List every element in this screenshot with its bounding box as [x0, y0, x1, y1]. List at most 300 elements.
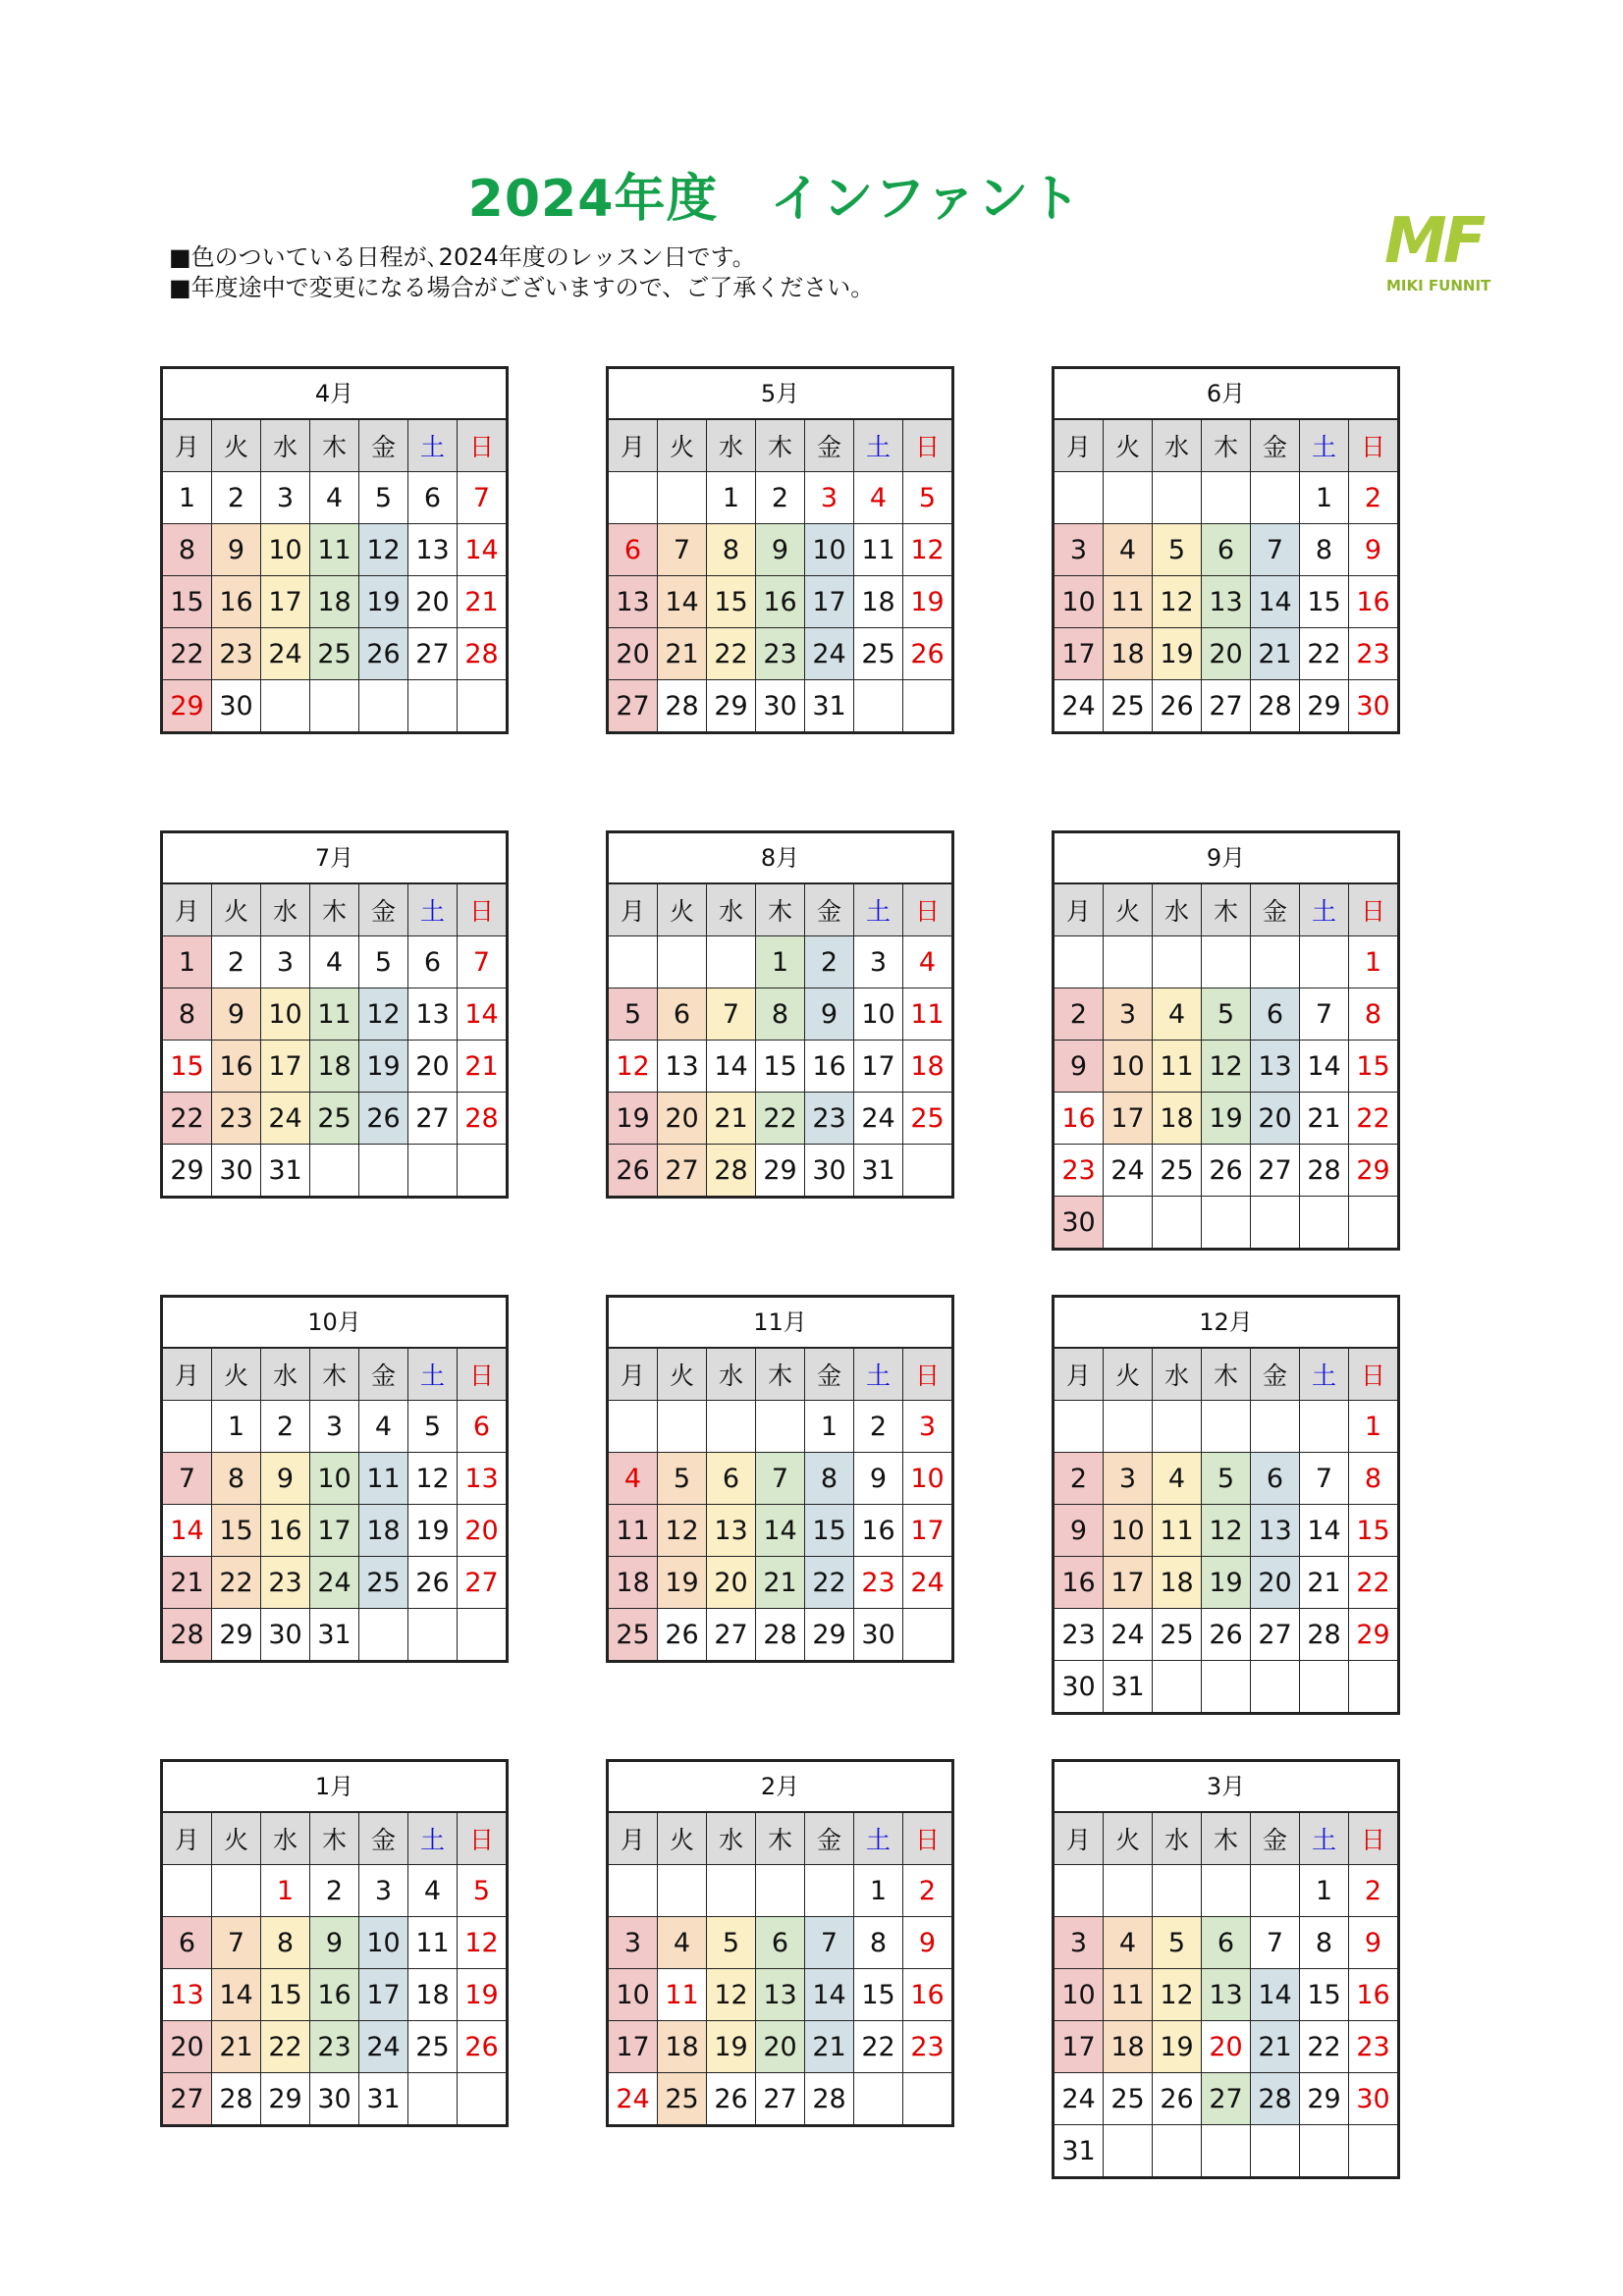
- lesson-day-cell: 6: [1202, 524, 1251, 575]
- lesson-day-cell: 8: [163, 988, 212, 1040]
- lesson-day-cell: 11: [310, 524, 359, 575]
- empty-cell: [458, 2073, 506, 2124]
- day-cell: 2: [1364, 1875, 1382, 1906]
- empty-cell: [1349, 1197, 1397, 1248]
- weekday-header: 水: [1153, 1349, 1202, 1400]
- day-cell: 3: [854, 936, 903, 988]
- lesson-day-cell: 7: [805, 1917, 854, 1968]
- day-cell: 29: [1356, 1154, 1390, 1186]
- day-cell: 4: [408, 1865, 458, 1916]
- empty-cell: [1251, 472, 1300, 523]
- empty-cell: [1202, 1401, 1251, 1452]
- lesson-day-cell: 5: [1202, 1453, 1251, 1504]
- week-row: [609, 1401, 951, 1453]
- week-row: [609, 1145, 951, 1196]
- empty-cell: [359, 1609, 408, 1660]
- weekday-header: 水: [1153, 420, 1202, 471]
- lesson-day-cell: 14: [212, 1969, 261, 2020]
- day-cell: 31: [1104, 1661, 1153, 1712]
- lesson-day-cell: 18: [310, 1041, 359, 1092]
- lesson-day-cell: 6: [707, 1453, 756, 1504]
- day-cell: 25: [910, 1102, 945, 1134]
- empty-cell: [707, 1401, 756, 1452]
- lesson-day-cell: 23: [310, 2021, 359, 2072]
- lesson-day-cell: 22: [707, 628, 756, 679]
- empty-cell: [1153, 1401, 1202, 1452]
- day-cell: 4: [854, 472, 903, 523]
- weekday-header: 木: [310, 1813, 359, 1864]
- week-row: [1055, 1093, 1397, 1145]
- weekday-header: 月: [609, 1349, 658, 1400]
- weekday-header: 月: [1055, 420, 1104, 471]
- day-cell: 30: [310, 2073, 359, 2124]
- lesson-day-cell: 1: [756, 936, 805, 988]
- empty-cell: [408, 2073, 458, 2124]
- weekday-header: 金: [1251, 1813, 1300, 1864]
- lesson-day-cell: 16: [261, 1505, 310, 1556]
- lesson-day-cell: 26: [359, 1093, 408, 1144]
- weekday-row: [1055, 1349, 1397, 1401]
- empty-cell: [658, 936, 707, 988]
- day-cell: 23: [854, 1557, 903, 1608]
- weekday-header: 月: [609, 884, 658, 935]
- day-cell: 25: [408, 2021, 458, 2072]
- lesson-day-cell: 24: [310, 1557, 359, 1608]
- lesson-day-cell: 22: [163, 628, 212, 679]
- day-cell: 6: [408, 472, 458, 523]
- day-cell: 15: [163, 1041, 212, 1092]
- empty-cell: [1251, 2125, 1300, 2176]
- day-cell: 29: [1300, 2073, 1349, 2124]
- day-cell: 2: [918, 1875, 937, 1906]
- day-cell: 5: [359, 472, 408, 523]
- day-cell: 3: [261, 472, 310, 523]
- week-row: [1055, 1401, 1397, 1453]
- lesson-day-cell: 10: [261, 988, 310, 1040]
- week-row: [1055, 988, 1397, 1041]
- lesson-day-cell: 11: [1104, 1969, 1153, 2020]
- month-calendar: [160, 1295, 509, 1663]
- week-row: [1055, 1505, 1397, 1557]
- day-cell: 31: [805, 680, 854, 731]
- lesson-day-cell: 21: [212, 2021, 261, 2072]
- lesson-day-cell: 3: [1055, 1917, 1104, 1968]
- lesson-day-cell: 17: [609, 2021, 658, 2072]
- day-cell: 9: [1364, 1927, 1382, 1958]
- day-cell: 12: [609, 1041, 658, 1092]
- day-cell: 16: [1356, 1979, 1390, 2010]
- lesson-day-cell: 12: [359, 988, 408, 1040]
- day-cell: 7: [1300, 988, 1349, 1040]
- lesson-day-cell: 5: [707, 1917, 756, 1968]
- day-cell: 22: [1356, 1102, 1390, 1134]
- empty-cell: [1300, 936, 1349, 988]
- weekday-header: 火: [658, 884, 707, 935]
- lesson-day-cell: 15: [212, 1505, 261, 1556]
- lesson-day-cell: 13: [1251, 1041, 1300, 1092]
- day-cell: 2: [310, 1865, 359, 1916]
- lesson-day-cell: 19: [359, 576, 408, 627]
- day-cell: 24: [1055, 2073, 1104, 2124]
- weekday-header: 火: [658, 1349, 707, 1400]
- day-cell: 28: [212, 2073, 261, 2124]
- lesson-day-cell: 21: [1251, 2021, 1300, 2072]
- weekday-header: 日: [903, 1813, 951, 1864]
- weekday-header: 水: [1153, 1813, 1202, 1864]
- day-cell: 26: [1202, 1609, 1251, 1660]
- empty-cell: [658, 1865, 707, 1916]
- lesson-day-cell: 15: [163, 576, 212, 627]
- lesson-day-cell: 3: [1104, 988, 1153, 1040]
- page-title: 2024年度 インファント: [467, 170, 1082, 229]
- week-row: [609, 1969, 951, 2021]
- week-row: [1055, 1197, 1397, 1248]
- day-cell: 30: [854, 1609, 903, 1660]
- day-cell: 13: [658, 1041, 707, 1092]
- weekday-header: 土: [1300, 420, 1349, 471]
- day-cell: 30: [212, 680, 261, 731]
- empty-cell: [1251, 1865, 1300, 1916]
- day-cell: 28: [805, 2073, 854, 2124]
- month-calendar: [160, 830, 509, 1199]
- month-calendar: [606, 366, 954, 734]
- weekday-header: 金: [1251, 1349, 1300, 1400]
- weekday-header: 金: [805, 884, 854, 935]
- weekday-header: 日: [458, 884, 506, 935]
- lesson-day-cell: 24: [805, 628, 854, 679]
- lesson-day-cell: 19: [658, 1557, 707, 1608]
- empty-cell: [1202, 2125, 1251, 2176]
- day-cell: 12: [464, 1927, 499, 1958]
- day-cell: 22: [1300, 628, 1349, 679]
- week-row: [1055, 2125, 1397, 2176]
- day-cell: 23: [1356, 638, 1390, 669]
- weekday-header: 日: [903, 884, 951, 935]
- weekday-row: [163, 1813, 506, 1865]
- weekday-header: 月: [1055, 884, 1104, 935]
- empty-cell: [408, 1145, 458, 1196]
- lesson-day-cell: 19: [1202, 1093, 1251, 1144]
- week-row: [163, 2021, 506, 2073]
- lesson-day-cell: 10: [1104, 1505, 1153, 1556]
- empty-cell: [1153, 936, 1202, 988]
- day-cell: 14: [464, 998, 499, 1030]
- day-cell: 3: [359, 1865, 408, 1916]
- lesson-day-cell: 8: [756, 988, 805, 1040]
- day-cell: 27: [707, 1609, 756, 1660]
- day-cell: 8: [1364, 998, 1382, 1030]
- month-header: 10月: [163, 1298, 506, 1349]
- weekday-header: 土: [408, 1349, 458, 1400]
- day-cell: 12: [408, 1453, 458, 1504]
- lesson-day-cell: 21: [707, 1093, 756, 1144]
- day-cell: 21: [1300, 1557, 1349, 1608]
- day-cell: 30: [1356, 690, 1390, 721]
- empty-cell: [212, 1865, 261, 1916]
- weekday-header: 日: [903, 1349, 951, 1400]
- empty-cell: [1349, 2125, 1397, 2176]
- lesson-day-cell: 20: [1251, 1557, 1300, 1608]
- week-row: [163, 524, 506, 576]
- lesson-day-cell: 6: [609, 524, 658, 575]
- lesson-day-cell: 11: [310, 988, 359, 1040]
- weekday-header: 火: [658, 1813, 707, 1864]
- notes: [169, 242, 874, 303]
- day-cell: 6: [472, 1411, 491, 1442]
- weekday-header: 金: [359, 884, 408, 935]
- day-cell: 20: [408, 1041, 458, 1092]
- weekday-header: 月: [163, 884, 212, 935]
- day-cell: 14: [707, 1041, 756, 1092]
- weekday-header: 日: [903, 420, 951, 471]
- lesson-day-cell: 4: [1104, 1917, 1153, 1968]
- lesson-day-cell: 27: [609, 680, 658, 731]
- lesson-day-cell: 27: [1202, 2073, 1251, 2124]
- week-row: [609, 1557, 951, 1609]
- lesson-day-cell: 7: [1251, 524, 1300, 575]
- day-cell: 21: [1300, 1093, 1349, 1144]
- lesson-day-cell: 24: [261, 628, 310, 679]
- logo-mark: MF: [1384, 210, 1483, 278]
- lesson-day-cell: 20: [1251, 1093, 1300, 1144]
- weekday-header: 日: [458, 420, 506, 471]
- weekday-header: 土: [854, 1349, 903, 1400]
- day-cell: 24: [1055, 680, 1104, 731]
- weekday-header: 水: [1153, 884, 1202, 935]
- lesson-day-cell: 21: [805, 2021, 854, 2072]
- empty-cell: [1153, 2125, 1202, 2176]
- weekday-header: 土: [1300, 884, 1349, 935]
- day-cell: 26: [408, 1557, 458, 1608]
- weekday-header: 水: [707, 1813, 756, 1864]
- empty-cell: [1300, 1661, 1349, 1712]
- week-row: [163, 1917, 506, 1969]
- week-row: [609, 936, 951, 988]
- lesson-day-cell: 9: [756, 524, 805, 575]
- lesson-day-cell: 13: [1202, 1969, 1251, 2020]
- day-cell: 4: [359, 1401, 408, 1452]
- empty-cell: [1251, 1401, 1300, 1452]
- day-cell: 13: [408, 524, 458, 575]
- day-cell: 26: [707, 2073, 756, 2124]
- lesson-day-cell: 12: [1202, 1041, 1251, 1092]
- day-cell: 27: [408, 1093, 458, 1144]
- empty-cell: [903, 1145, 951, 1196]
- empty-cell: [359, 1145, 408, 1196]
- day-cell: 15: [756, 1041, 805, 1092]
- week-row: [609, 472, 951, 524]
- weekday-header: 日: [1349, 1349, 1397, 1400]
- lesson-day-cell: 10: [609, 1969, 658, 2020]
- weekday-row: [163, 1349, 506, 1401]
- lesson-day-cell: 10: [261, 524, 310, 575]
- month-header: 4月: [163, 369, 506, 420]
- lesson-day-cell: 27: [658, 1145, 707, 1196]
- month-header: 1月: [163, 1762, 506, 1813]
- month-header: 11月: [609, 1298, 951, 1349]
- day-cell: 23: [1055, 1145, 1104, 1196]
- weekday-header: 日: [458, 1349, 506, 1400]
- week-row: [609, 1093, 951, 1145]
- lesson-day-cell: 12: [707, 1969, 756, 2020]
- lesson-day-cell: 28: [163, 1609, 212, 1660]
- day-cell: 2: [1364, 482, 1382, 513]
- day-cell: 26: [464, 2031, 499, 2062]
- week-row: [609, 1917, 951, 1969]
- lesson-day-cell: 9: [1055, 1041, 1104, 1092]
- day-cell: 20: [464, 1515, 499, 1546]
- day-cell: 27: [756, 2073, 805, 2124]
- empty-cell: [163, 1865, 212, 1916]
- weekday-header: 木: [310, 1349, 359, 1400]
- weekday-header: 木: [756, 1813, 805, 1864]
- day-cell: 3: [918, 1411, 937, 1442]
- lesson-day-cell: 28: [707, 1145, 756, 1196]
- lesson-day-cell: 9: [805, 988, 854, 1040]
- day-cell: 27: [1202, 680, 1251, 731]
- lesson-day-cell: 18: [658, 2021, 707, 2072]
- weekday-header: 金: [805, 420, 854, 471]
- empty-cell: [359, 680, 408, 731]
- empty-cell: [1104, 472, 1153, 523]
- week-row: [609, 1609, 951, 1660]
- lesson-day-cell: 21: [756, 1557, 805, 1608]
- weekday-header: 木: [1202, 1813, 1251, 1864]
- lesson-day-cell: 29: [163, 680, 212, 731]
- month-calendar: [606, 1295, 954, 1663]
- weekday-row: [1055, 420, 1397, 472]
- day-cell: 7: [1300, 1453, 1349, 1504]
- lesson-day-cell: 11: [1153, 1041, 1202, 1092]
- day-cell: 22: [1300, 2021, 1349, 2072]
- lesson-day-cell: 5: [1202, 988, 1251, 1040]
- lesson-day-cell: 2: [1055, 988, 1104, 1040]
- week-row: [163, 1093, 506, 1145]
- lesson-day-cell: 30: [1055, 1197, 1104, 1248]
- day-cell: 14: [464, 534, 499, 565]
- week-row: [609, 1865, 951, 1917]
- lesson-day-cell: 15: [805, 1505, 854, 1556]
- day-cell: 14: [1300, 1505, 1349, 1556]
- day-cell: 17: [854, 1041, 903, 1092]
- weekday-header: 土: [408, 420, 458, 471]
- lesson-day-cell: 6: [163, 1917, 212, 1968]
- week-row: [1055, 936, 1397, 988]
- lesson-day-cell: 17: [261, 576, 310, 627]
- day-cell: 19: [464, 1979, 499, 2010]
- lesson-day-cell: 11: [609, 1505, 658, 1556]
- empty-cell: [1202, 936, 1251, 988]
- lesson-day-cell: 18: [359, 1505, 408, 1556]
- day-cell: 7: [472, 482, 491, 513]
- day-cell: 23: [1055, 1609, 1104, 1660]
- lesson-day-cell: 20: [756, 2021, 805, 2072]
- day-cell: 24: [854, 1093, 903, 1144]
- day-cell: 29: [261, 2073, 310, 2124]
- day-cell: 23: [910, 2031, 945, 2062]
- lesson-day-cell: 9: [212, 524, 261, 575]
- lesson-day-cell: 10: [805, 524, 854, 575]
- day-cell: 1: [163, 472, 212, 523]
- empty-cell: [458, 680, 506, 731]
- lesson-day-cell: 21: [163, 1557, 212, 1608]
- lesson-day-cell: 16: [212, 576, 261, 627]
- lesson-day-cell: 4: [1104, 524, 1153, 575]
- day-cell: 22: [1356, 1567, 1390, 1598]
- weekday-header: 火: [1104, 1349, 1153, 1400]
- lesson-day-cell: 13: [707, 1505, 756, 1556]
- month-calendar: [160, 1759, 509, 2127]
- lesson-day-cell: 20: [163, 2021, 212, 2072]
- day-cell: 10: [854, 988, 903, 1040]
- weekday-header: 月: [163, 1349, 212, 1400]
- weekday-header: 木: [1202, 884, 1251, 935]
- lesson-day-cell: 25: [359, 1557, 408, 1608]
- lesson-day-cell: 26: [359, 628, 408, 679]
- month-calendar: [606, 1759, 954, 2127]
- weekday-header: 金: [805, 1349, 854, 1400]
- day-cell: 16: [805, 1041, 854, 1092]
- lesson-day-cell: 6: [1251, 988, 1300, 1040]
- month-header: 7月: [163, 833, 506, 884]
- month-header: 6月: [1055, 369, 1397, 420]
- empty-cell: [1251, 1661, 1300, 1712]
- lesson-day-cell: 25: [310, 628, 359, 679]
- logo: [1384, 210, 1500, 298]
- lesson-day-cell: 19: [359, 1041, 408, 1092]
- weekday-header: 水: [261, 1349, 310, 1400]
- lesson-day-cell: 25: [658, 2073, 707, 2124]
- lesson-day-cell: 6: [658, 988, 707, 1040]
- day-cell: 2: [261, 1401, 310, 1452]
- lesson-day-cell: 6: [1202, 1917, 1251, 1968]
- day-cell: 11: [658, 1969, 707, 2020]
- week-row: [163, 1609, 506, 1660]
- day-cell: 26: [658, 1609, 707, 1660]
- lesson-day-cell: 16: [212, 1041, 261, 1092]
- weekday-header: 木: [310, 420, 359, 471]
- month-header: 3月: [1055, 1762, 1397, 1813]
- weekday-header: 土: [854, 420, 903, 471]
- day-cell: 2: [212, 472, 261, 523]
- weekday-header: 日: [1349, 884, 1397, 935]
- lesson-day-cell: 20: [658, 1093, 707, 1144]
- day-cell: 1: [261, 1865, 310, 1916]
- empty-cell: [707, 1865, 756, 1916]
- weekday-row: [163, 884, 506, 936]
- empty-cell: [854, 680, 903, 731]
- lesson-day-cell: 14: [756, 1505, 805, 1556]
- lesson-day-cell: 16: [1055, 1557, 1104, 1608]
- week-row: [609, 988, 951, 1041]
- weekday-header: 火: [1104, 420, 1153, 471]
- week-row: [163, 1041, 506, 1093]
- day-cell: 21: [464, 1050, 499, 1082]
- day-cell: 8: [1300, 524, 1349, 575]
- weekday-header: 火: [212, 884, 261, 935]
- week-row: [609, 576, 951, 628]
- empty-cell: [1104, 1865, 1153, 1916]
- lesson-day-cell: 12: [658, 1505, 707, 1556]
- empty-cell: [609, 1865, 658, 1916]
- weekday-header: 金: [1251, 420, 1300, 471]
- lesson-day-cell: 16: [756, 576, 805, 627]
- lesson-day-cell: 7: [756, 1453, 805, 1504]
- weekday-header: 土: [1300, 1349, 1349, 1400]
- lesson-day-cell: 12: [1153, 1969, 1202, 2020]
- weekday-header: 土: [854, 884, 903, 935]
- day-cell: 26: [1202, 1145, 1251, 1196]
